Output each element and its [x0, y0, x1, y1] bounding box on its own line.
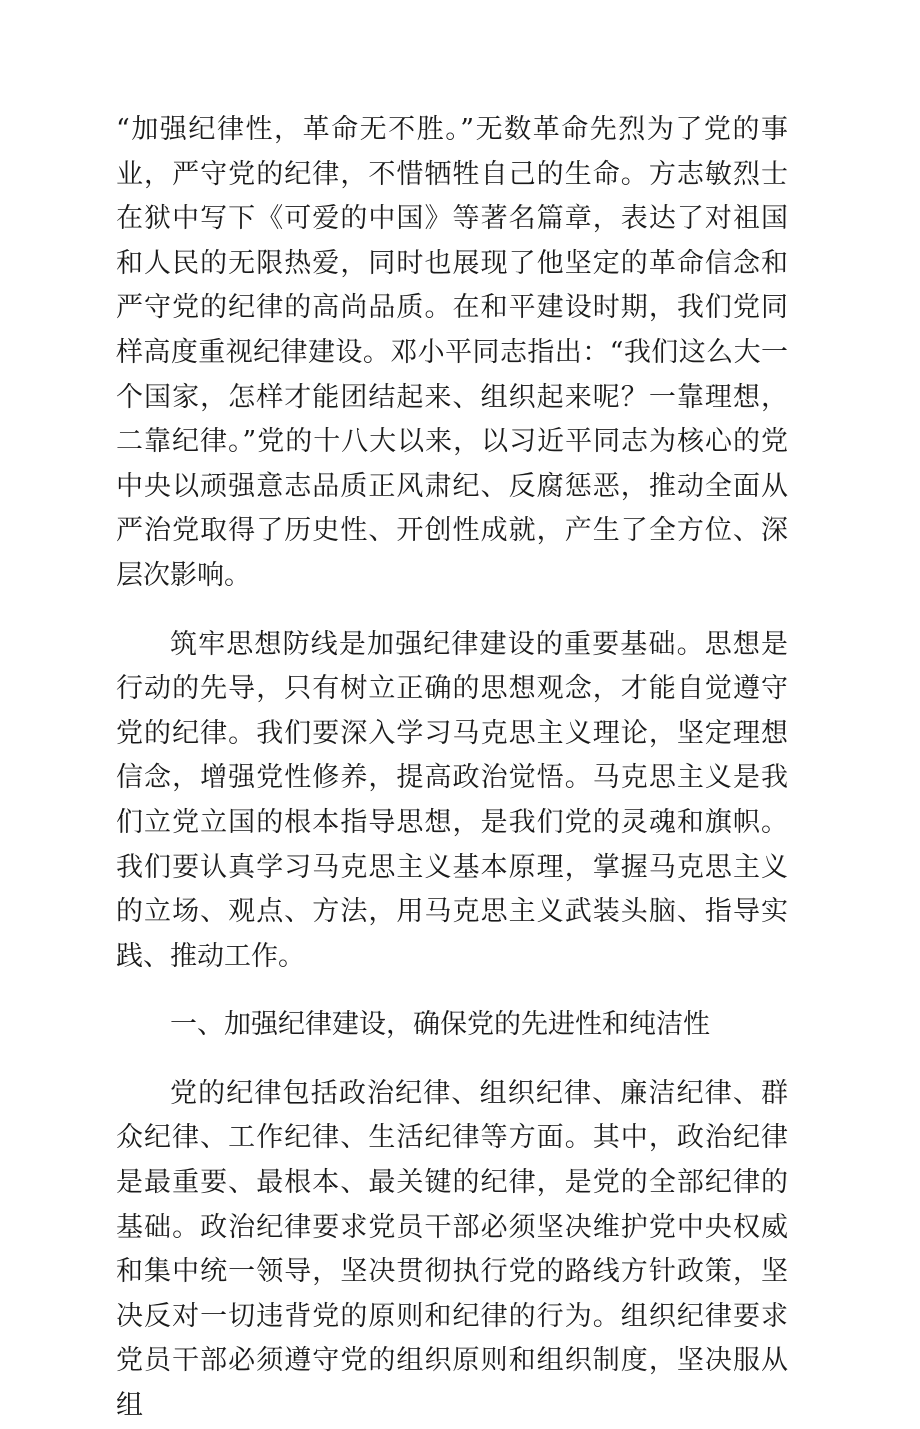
document-body — [116, 108, 788, 1429]
paragraph-ideological-defense: 筑牢思想防线是加强纪律建设的重要基础。思想是行动的先导，只有树立正确的思想观念，才能自觉遵守党的纪律。我们要深入学习马克思主义理论，坚定理想信念，增强党性修养，提高政治觉悟。马克思主义是我们立党立国的根本指导思想，是我们党的灵魂和旗帜。我们要认真学习马克思主义基本原理，掌握马克思主义的立场、观点、方法，用马克思主义武装头脑、指导实践、推动工作。 — [116, 628, 788, 972]
paragraph-party-discipline-types: 党的纪律包括政治纪律、组织纪律、廉洁纪律、群众纪律、工作纪律、生活纪律等方面。其中，政治纪律是最重要、最根本、最关键的纪律，是党的全部纪律的基础。政治纪律要求党员干部必须坚决维护党中央权威和集中统一领导，坚决贯彻执行党的路线方针政策，坚决反对一切违背党的原则和纪律的行为。组织纪律要求党员干部必须遵守党的组织原则和组织制度，坚决服从组 — [116, 1077, 788, 1422]
section-heading-1: 一、加强纪律建设，确保党的先进性和纯洁性 — [170, 1009, 710, 1041]
paragraph-revolutionary-discipline: “加强纪律性，革命无不胜。”无数革命先烈为了党的事业，严守党的纪律，不惜牺牲自己的生命。方志敏烈士在狱中写下《可爱的中国》等著名篇章，表达了对祖国和人民的无限热爱，同时也展现了他坚定的革命信念和严守党的纪律的高尚品质。在和平建设时期，我们党同样高度重视纪律建设。邓小平同志指出：“我们这么大一个国家，怎样才能团结起来、组织起来呢？一靠理想，二靠纪律。”党的十八大以来，以习近平同志为核心的党中央以顽强意志品质正风肃纪、反腐惩恶，推动全面从严治党取得了历史性、开创性成就，产生了全方位、深层次影响。 — [116, 114, 788, 591]
